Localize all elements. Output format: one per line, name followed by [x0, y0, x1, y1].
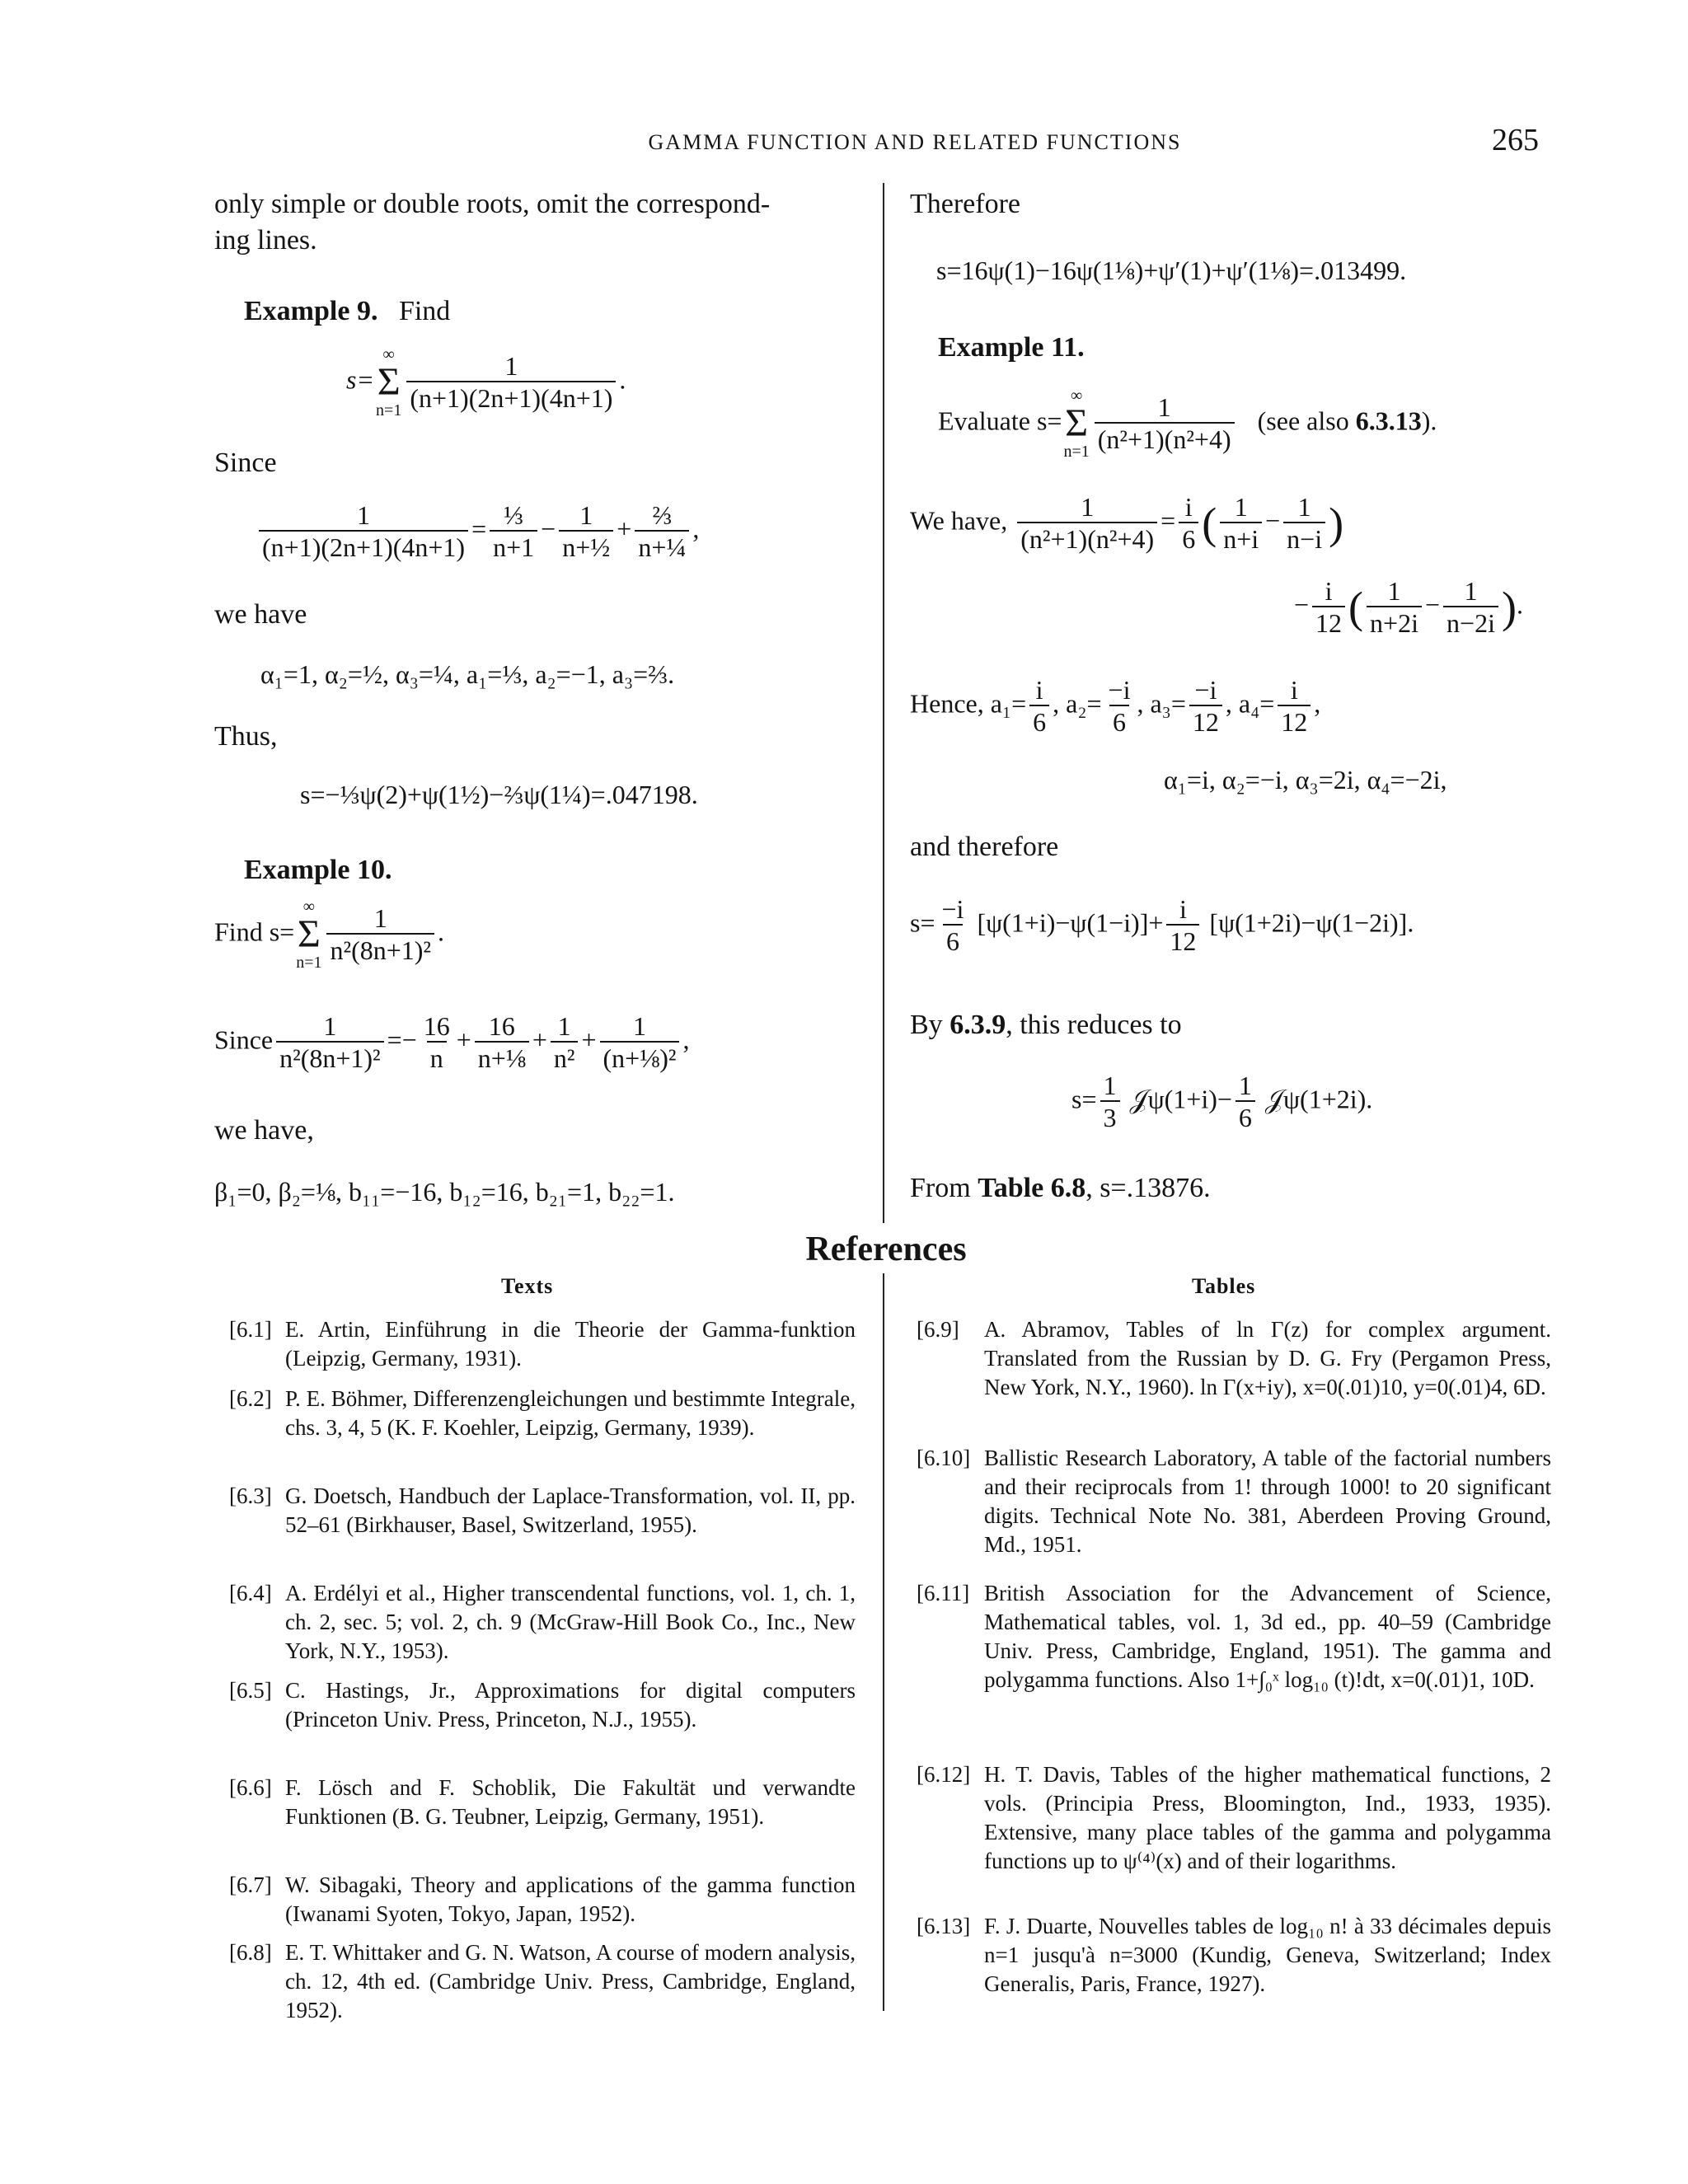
reference-label: [6.4]: [229, 1581, 272, 1605]
reference-text: C. Hastings, Jr., Approximations for digital computers (Princeton Univ. Press, Princeton, N.J., 1955).: [285, 1678, 856, 1732]
reference-entry: [917, 1579, 1551, 1694]
reference-text: P. E. Böhmer, Differenzengleichungen und bestimmte Integrale, chs. 3, 4, 5 (K. F. Koehler, Leipzig, Germany, 1939).: [285, 1386, 856, 1440]
example-9-find: Find: [398, 296, 451, 326]
numerator: −i: [1108, 675, 1131, 705]
numerator: ⅓: [504, 500, 524, 530]
numerator: i: [1035, 675, 1043, 705]
numerator: i: [1325, 576, 1333, 606]
numerator: 1: [1081, 492, 1095, 522]
reference-text: Ballistic Research Laboratory, A table of the factorial numbers and their reciprocals from 1! through 1000! to 20 significant digits. Technical Note No. 381, Aberdeen Proving Ground, Md., 1951.: [984, 1446, 1551, 1557]
see-also-link[interactable]: 6.3.13: [1355, 405, 1422, 436]
denominator: n−i: [1283, 522, 1325, 554]
denominator: n+⅛: [475, 1041, 529, 1073]
sum-lower: n=1: [296, 954, 322, 972]
example-10-coefficients: β₁=0, β₂=⅛, b₁₁=−16, b₁₂=16, b₂₁=1, b₂₂=1.: [214, 1177, 675, 1207]
numerator: 16: [488, 1011, 515, 1041]
numerator: 1: [632, 1011, 646, 1041]
example-11-series: [938, 387, 1437, 460]
reference-text: A. Abramov, Tables of ln Γ(z) for complex argument. Translated from the Russian by D. G. Fry (Pergamon Press, New York, N.Y., 1960). ln Γ(x+iy), x=0(.01)10, y=0(.01)4, 6D.: [984, 1317, 1551, 1399]
series-fraction: [406, 352, 616, 413]
example-9-series: s= ∞ Σ n=1 $\frac{1}{(n+1)(2n+1)(4n+1)}$ .: [346, 345, 626, 419]
column-divider: [883, 183, 884, 1223]
digamma-term-2: [ψ(1+2i)−ψ(1−2i)].: [1209, 907, 1414, 938]
a3-label: a₃=: [1150, 688, 1186, 719]
result-text: , s=.13876.: [1085, 1173, 1211, 1203]
imaginary-part-term-2: 𝒥ψ(1+2i).: [1264, 1084, 1373, 1114]
evaluate-label: Evaluate s=: [938, 405, 1062, 436]
numerator: 1: [1103, 1071, 1117, 1100]
numerator: 1: [1297, 492, 1311, 522]
reference-entry: [917, 1912, 1551, 1999]
numerator: 1: [1464, 576, 1478, 606]
references-title: References: [805, 1230, 967, 1268]
numerator: 1: [579, 500, 593, 530]
denominator: n+¼: [635, 530, 689, 562]
example-10-label: Example 10.: [244, 855, 392, 885]
intro-line-2: ing lines.: [214, 225, 317, 255]
series-fraction: [326, 904, 434, 965]
numerator: 1: [373, 902, 387, 933]
i-over-12: [1166, 895, 1199, 956]
a4-label: a₄=: [1238, 688, 1275, 719]
example-11-decomposition-1: We have, $\frac{1}{\text{(n²+1)(n²+4)}}$ = $\frac{i}{6}$ ( $\frac{1}{n+i}$ − $\frac{1}{n-i}$ ): [910, 492, 1344, 555]
reference-text: F. Lösch and F. Schoblik, Die Fakultät und verwandte Funktionen (B. G. Teubner, Leipzig, Germany, 1951).: [285, 1775, 856, 1829]
from-table-line: [910, 1170, 1211, 1207]
denominator: 6: [1029, 705, 1049, 737]
denominator: (n²+1)(n²+4): [1095, 422, 1235, 454]
example-11-label: Example 11.: [938, 332, 1085, 363]
denominator: n²: [551, 1041, 579, 1073]
example-11-alphas: α₁=i, α₂=−i, α₃=2i, α₄=−2i,: [1164, 765, 1447, 794]
numerator: 1: [357, 500, 371, 530]
term-1: [490, 501, 537, 562]
denominator: n+i: [1220, 522, 1262, 554]
term-c: [1367, 577, 1422, 638]
numerator: 16: [423, 1011, 450, 1041]
a1-label: a₁=: [990, 688, 1027, 719]
reference-label: [6.6]: [229, 1775, 272, 1800]
reference-label: [6.8]: [229, 1940, 272, 1965]
sum-upper: ∞: [382, 345, 395, 363]
by-label: By: [910, 1010, 943, 1040]
example-11-decomposition-2: − $\frac{i}{12}$ ( $\frac{1}{n+2i}$ − $\frac{1}{n-2i}$ ).: [1294, 576, 1523, 639]
neg-i-over-6: [939, 895, 968, 956]
example-11-reduced: [1071, 1071, 1372, 1132]
denominator: n: [427, 1041, 447, 1073]
numerator: ⅔: [652, 500, 673, 530]
denominator: 12: [1312, 606, 1345, 638]
a3-value: [1189, 676, 1222, 737]
reference-label: [6.13]: [917, 1914, 971, 1938]
formula-link[interactable]: 6.3.9: [950, 1010, 1006, 1040]
reference-text: E. T. Whittaker and G. N. Watson, A course of modern analysis, ch. 12, 4th ed. (Cambridge Univ. Press, Cambridge, England, 1952).: [285, 1940, 856, 2022]
reference-text: British Association for the Advancement of Science, Mathematical tables, vol. 1, 3d ed., pp. 40–59 (Cambridge Univ. Press, Cambridge, England, 1951). The gamma and polygamma functions. Also 1+∫₀ˣ log₁₀ (t)!dt, x=0(.01)1, 10D.: [984, 1581, 1551, 1692]
denominator: 12: [1278, 705, 1311, 737]
texts-heading: Texts: [501, 1274, 554, 1298]
series-fraction: [1095, 393, 1235, 454]
summation-sign: ∞ Σ n=1: [1063, 387, 1090, 461]
numerator: −i: [941, 894, 964, 924]
reference-label: [6.1]: [229, 1317, 272, 1342]
example-9-result: s=−⅓ψ(2)+ψ(1½)−⅔ψ(1¼)=.047198.: [300, 780, 698, 809]
term-b: [1283, 493, 1325, 554]
denominator: 6: [1236, 1100, 1255, 1132]
numerator: 1: [557, 1011, 571, 1041]
reference-text: A. Erdélyi et al., Higher transcendental functions, vol. 1, ch. 1, ch. 2, sec. 5; vol. 2, ch. 9 (McGraw-Hill Book Co., Inc., New York, N.Y., 1953).: [285, 1581, 856, 1663]
denominator: n+2i: [1367, 606, 1422, 638]
reference-entry: [229, 1938, 856, 2025]
a2-value: [1105, 676, 1134, 737]
numerator: −i: [1194, 675, 1217, 705]
numerator: 1: [1238, 1071, 1252, 1100]
a4-value: [1278, 676, 1311, 737]
denominator: (n²+1)(n²+4): [1017, 522, 1157, 554]
term-1: [420, 1012, 453, 1073]
reference-entry: [917, 1315, 1551, 1402]
term-4: [600, 1012, 680, 1073]
s-variable: s=: [910, 907, 935, 938]
digamma-term-1: [ψ(1+i)−ψ(1−i)]+: [977, 907, 1164, 938]
reference-entry: [229, 1315, 856, 1373]
example-9-partial-fractions: $\frac{1}{(n+1)(2n+1)(4n+1)}$ = $\frac{\text{⅓}}{n+1}$ − $\frac{1}{\text{n+½}}$ + $\frac{\text{⅔}}{\text{n+¼}}$ ,: [256, 501, 699, 562]
reference-entry: [229, 1774, 856, 1831]
denominator: 6: [1109, 705, 1129, 737]
term-2: [475, 1012, 529, 1073]
numerator: 1: [1157, 391, 1171, 422]
reference-label: [6.5]: [229, 1678, 272, 1703]
reference-label: [6.9]: [917, 1317, 959, 1342]
denominator: n²(8n+1)²: [326, 933, 434, 965]
sum-upper: ∞: [302, 898, 315, 916]
we-have-label: We have,: [910, 505, 1008, 536]
numerator: i: [1184, 492, 1193, 522]
imaginary-part-term-1: 𝒥ψ(1+i)−: [1129, 1084, 1232, 1114]
example-10-series: Find s= ∞ Σ n=1 $\frac{1}{\text{n²(8n+1)²}}$ .: [214, 898, 445, 972]
example-11-digamma-sum: [910, 895, 1414, 956]
reference-text: F. J. Duarte, Nouvelles tables de log₁₀ n! à 33 décimales depuis n=1 jusqu'à n=3000 (Kundig, Geneva, Switzerland; Index Generalis, Paris, France, 1927).: [984, 1914, 1551, 1996]
a2-label: a₂=: [1066, 688, 1102, 719]
numerator: i: [1290, 675, 1298, 705]
example-9-coefficients: α₁=1, α₂=½, α₃=¼, a₁=⅓, a₂=−1, a₃=⅔.: [260, 659, 675, 689]
table-link[interactable]: Table 6.8: [978, 1173, 1086, 1203]
denominator: (n+1)(2n+1)(4n+1): [406, 381, 616, 413]
term-a: [1220, 493, 1262, 554]
since-label: Since: [214, 1024, 274, 1055]
example-11-hence: Hence, a₁= $\frac{i}{6}$ , a₂= $\frac{-i}{6}$ , a₃= $\frac{-i}{12}$ , a₄= $\frac{i}{12}$ ,: [910, 675, 1321, 738]
reference-entry: [229, 1385, 856, 1442]
by-reference-line: [910, 1007, 1182, 1043]
sum-lower: n=1: [1063, 443, 1090, 461]
denominator: 12: [1189, 705, 1222, 737]
example-9-label: Example 9.: [244, 296, 378, 326]
reduces-text: , this reduces to: [1006, 1010, 1182, 1040]
reference-text: G. Doetsch, Handbuch der Laplace-Transformation, vol. II, pp. 52–61 (Birkhauser, Basel, Switzerland, 1955).: [285, 1483, 856, 1537]
denominator: 12: [1166, 924, 1199, 956]
denominator: 3: [1100, 1100, 1120, 1132]
reference-entry: [229, 1871, 856, 1929]
i-over-6: [1179, 493, 1198, 554]
tables-heading: Tables: [1192, 1274, 1256, 1298]
example-9-heading: [244, 293, 450, 330]
numerator: 1: [1387, 576, 1401, 606]
reference-entry: [917, 1444, 1551, 1559]
we-have-label: we have: [214, 599, 307, 630]
denominator: 6: [1179, 522, 1198, 554]
denominator: 6: [943, 924, 963, 956]
s-variable: s=: [346, 364, 375, 395]
term-3: [635, 501, 689, 562]
numerator: 1: [1234, 492, 1248, 522]
from-label: From: [910, 1173, 971, 1203]
reference-text: W. Sibagaki, Theory and applications of the gamma function (Iwanami Syoten, Tokyo, Japan, 1952).: [285, 1872, 856, 1926]
lhs-fraction: [259, 501, 468, 562]
reference-label: [6.7]: [229, 1872, 272, 1897]
example-10-partial-fractions: Since $\frac{1}{\text{n²(8n+1)²}}$ =− $\frac{16}{n}$ + $\frac{16}{\text{n+⅛}}$ + $\frac{1}{\text{n²}}$ + $\frac{1}{\text{(n+⅛)²}}$ ,: [214, 1011, 690, 1074]
one-third: [1100, 1071, 1120, 1132]
find-s-label: Find s=: [214, 916, 295, 947]
and-therefore-label: and therefore: [910, 832, 1059, 862]
reference-text: H. T. Davis, Tables of the higher mathematical functions, 2 vols. (Principia Press, Bloomington, Ind., 1933, 1935). Extensive, many place tables of the gamma and polygamma functions up to ψ⁽⁴⁾(x) and of their logarithms.: [984, 1762, 1551, 1873]
reference-label: [6.3]: [229, 1483, 272, 1508]
denominator: (n+1)(2n+1)(4n+1): [259, 530, 468, 562]
reference-text: E. Artin, Einführung in die Theorie der Gamma-funktion (Leipzig, Germany, 1931).: [285, 1317, 856, 1371]
reference-label: [6.12]: [917, 1762, 971, 1787]
reference-label: [6.2]: [229, 1386, 272, 1411]
reference-entry: [229, 1676, 856, 1734]
summation-sign: ∞ Σ n=1: [296, 898, 322, 972]
page-number: 265: [1492, 123, 1539, 157]
intro-line-1: only simple or double roots, omit the correspond-: [214, 189, 771, 219]
s-variable: s=: [1071, 1084, 1097, 1114]
reference-entry: [917, 1760, 1551, 1876]
one-sixth: [1236, 1071, 1255, 1132]
reference-entry: [229, 1482, 856, 1540]
a1-value: [1029, 676, 1049, 737]
reference-label: [6.11]: [917, 1581, 970, 1605]
term-3: [551, 1012, 579, 1073]
references-divider: [883, 1273, 884, 2011]
thus-label: Thus,: [214, 721, 278, 752]
summation-sign: ∞ Σ n=1: [376, 345, 402, 419]
see-also-text: (see also: [1257, 405, 1349, 436]
we-have-label-2: we have,: [214, 1115, 314, 1146]
denominator: (n+⅛)²: [600, 1041, 680, 1073]
numerator: 1: [504, 350, 518, 381]
reference-entry: [229, 1579, 856, 1666]
i-over-12: [1312, 577, 1345, 638]
denominator: n²(8n+1)²: [276, 1041, 384, 1073]
numerator: i: [1179, 894, 1187, 924]
term-d: [1443, 577, 1498, 638]
denominator: n+½: [559, 530, 613, 562]
reference-label: [6.10]: [917, 1446, 971, 1470]
lhs-fraction: [1017, 493, 1157, 554]
hence-label: Hence,: [910, 688, 984, 719]
lhs-fraction: [276, 1012, 384, 1073]
term-2: [559, 501, 613, 562]
sum-lower: n=1: [376, 401, 402, 419]
numerator: 1: [323, 1011, 337, 1041]
example-10-result: s=16ψ(1)−16ψ(1⅛)+ψ′(1)+ψ′(1⅛)=.013499.: [936, 255, 1407, 285]
sum-upper: ∞: [1070, 387, 1083, 405]
denominator: n+1: [490, 530, 537, 562]
since-label: Since: [214, 448, 277, 478]
running-header: GAMMA FUNCTION AND RELATED FUNCTIONS: [648, 130, 1182, 154]
denominator: n−2i: [1443, 606, 1498, 638]
see-also-end: ).: [1421, 405, 1437, 436]
therefore-label: Therefore: [910, 189, 1021, 219]
